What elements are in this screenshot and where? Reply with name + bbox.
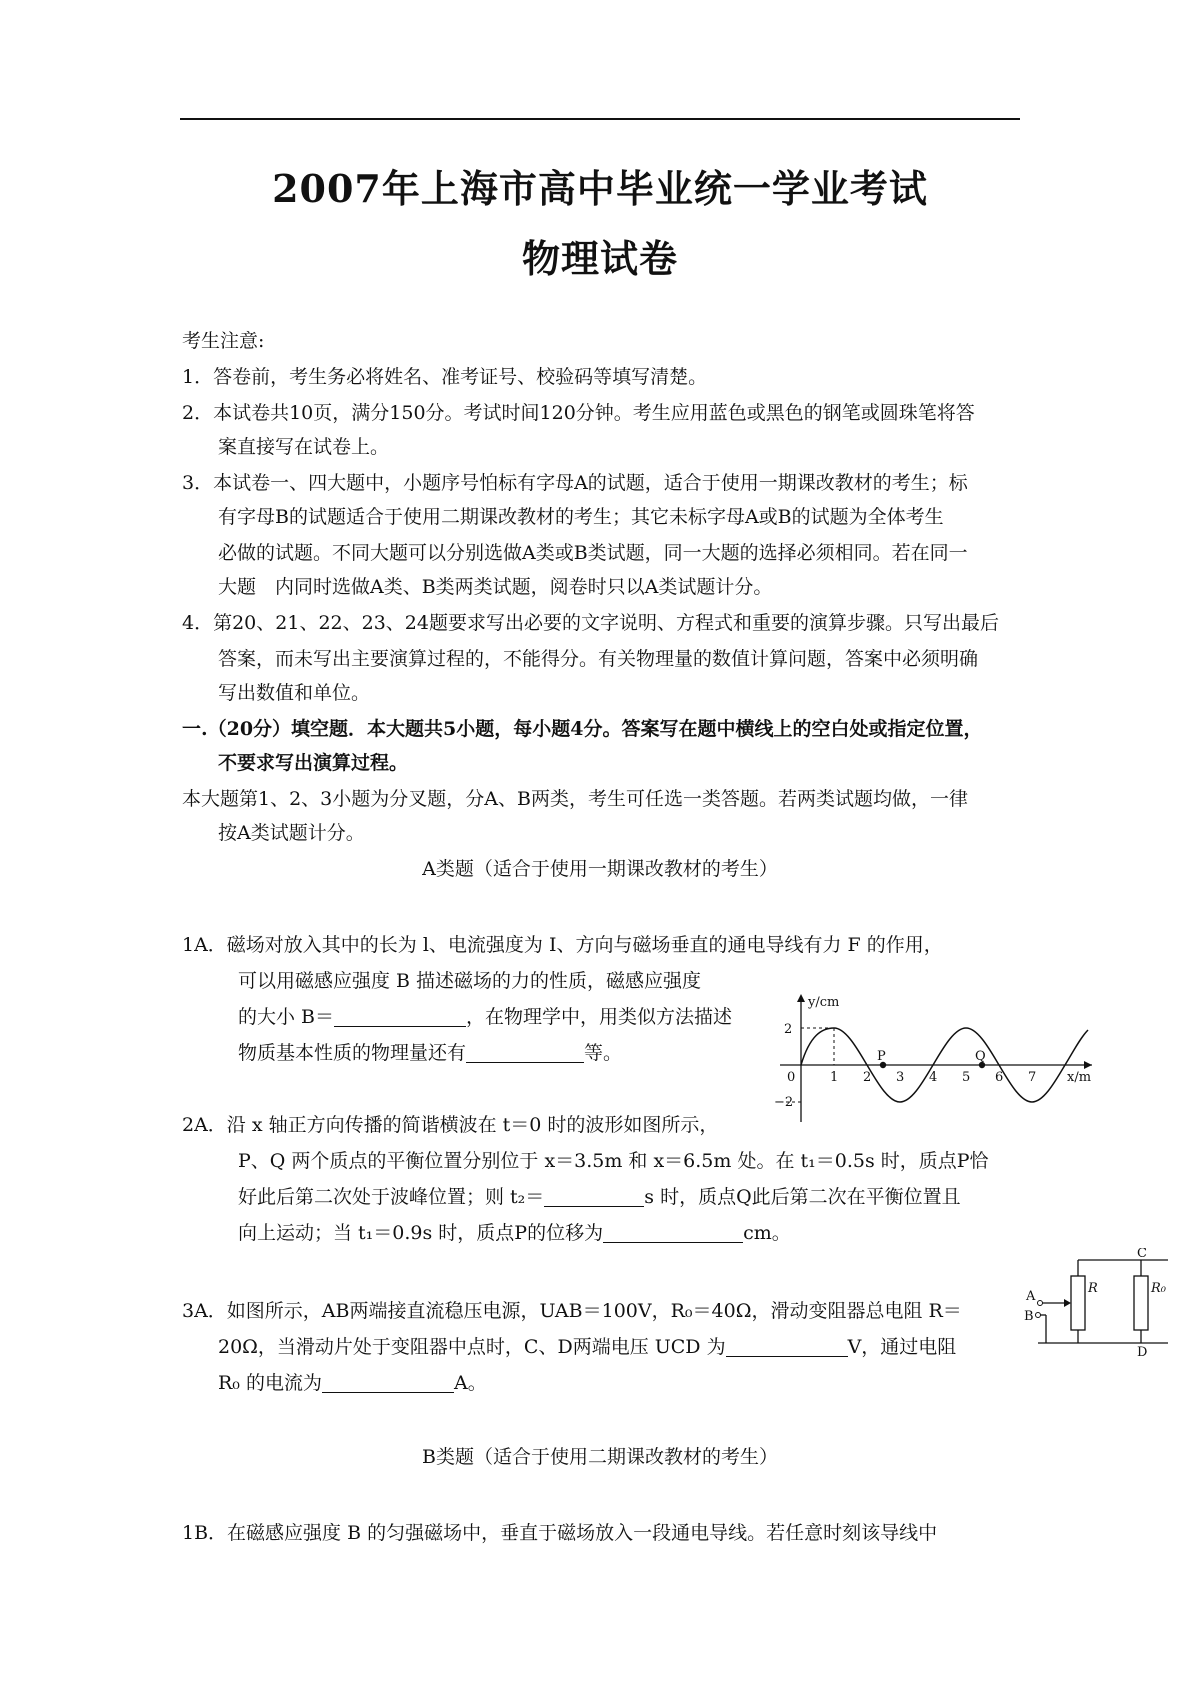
section-intro: 本大题第1、2、3小题为分叉题，分A、B两类，考生可任选一类答题。若两类试题均做，一律 — [182, 788, 968, 810]
terminal-c-label: C — [1137, 1248, 1147, 1261]
q1a-text: ，在物理学中，用类似方法描述 — [466, 1006, 733, 1028]
q2a-line: P、Q 两个质点的平衡位置分别位于 x＝3.5m 和 x＝6.5m 处。在 t₁＝0.5s 时，质点P恰 — [238, 1150, 989, 1172]
q3a-text: 20Ω，当滑动片处于变阻器中点时，C、D两端电压 UCD 为 — [218, 1336, 726, 1358]
x-axis-label: x/m — [1067, 1070, 1092, 1085]
x-tick-label: 5 — [962, 1070, 971, 1085]
notice-item: 4．第20、21、22、23、24题要求写出必要的文字说明、方程式和重要的演算步骤。只写出最后 — [182, 612, 999, 634]
q1a-text: 的大小 B＝ — [238, 1006, 335, 1028]
group-a-title: A类题（适合于使用一期课改教材的考生） — [422, 858, 778, 880]
notice-item: 有字母B的试题适合于使用二期课改教材的考生；其它未标字母A或B的试题为全体考生 — [218, 506, 944, 528]
origin-label: 0 — [787, 1070, 796, 1085]
terminal-b-node — [1036, 1313, 1041, 1318]
q2a-text: 向上运动；当 t₁＝0.9s 时，质点P的位移为 — [238, 1222, 604, 1244]
q2a-answer-blank[interactable] — [544, 1184, 644, 1207]
q2a-answer-blank-2[interactable] — [603, 1220, 743, 1243]
q3a-text: V，通过电阻 — [847, 1336, 957, 1358]
q2a-text: cm。 — [743, 1222, 791, 1244]
q1a-line — [238, 1036, 622, 1070]
q1a-line — [238, 1000, 732, 1034]
q3a-text: A。 — [453, 1372, 487, 1394]
y-axis-label: y/cm — [808, 995, 840, 1010]
terminal-d-label: D — [1137, 1345, 1148, 1358]
group-b-title: B类题（适合于使用二期课改教材的考生） — [422, 1446, 778, 1468]
resistor-r0-label: R₀ — [1151, 1281, 1166, 1296]
q1a-text: 等。 — [584, 1042, 623, 1064]
notice-item: 3．本试卷一、四大题中，小题序号怕标有字母A的试题，适合于使用一期课改教材的考生；标 — [182, 472, 968, 494]
notice-item: 写出数值和单位。 — [218, 682, 371, 704]
notice-item: 1．答卷前，考生务必将姓名、准考证号、校验码等填写清楚。 — [182, 366, 708, 388]
q1a-line: 1A．磁场对放入其中的长为 l、电流强度为 I、方向与磁场垂直的通电导线有力 F 的作用， — [182, 934, 943, 956]
y-tick-label: 2 — [784, 1022, 793, 1037]
circuit-figure — [1020, 1248, 1192, 1358]
notice-item: 案直接写在试卷上。 — [218, 436, 390, 458]
q1b-line: 1B．在磁感应强度 B 的匀强磁场中，垂直于磁场放入一段通电导线。若任意时刻该导线中 — [182, 1522, 938, 1544]
point-q-label: Q — [975, 1049, 986, 1064]
q1a-answer-blank[interactable] — [334, 1004, 466, 1027]
notice-item: 2．本试卷共10页，满分150分。考试时间120分钟。考生应用蓝色或黑色的钢笔或圆珠笔将答 — [182, 402, 975, 424]
q2a-text: 好此后第二次处于波峰位置；则 t₂＝ — [238, 1186, 545, 1208]
y-tick-label: −2 — [774, 1095, 794, 1110]
terminal-b-label: B — [1024, 1309, 1034, 1324]
point-p-label: P — [877, 1049, 886, 1064]
x-tick-label: 2 — [863, 1070, 872, 1085]
x-tick-label: 7 — [1028, 1070, 1037, 1085]
resistor-r-label: R — [1088, 1281, 1098, 1296]
q1a-line: 可以用磁感应强度 B 描述磁场的力的性质，磁感应强度 — [238, 970, 702, 992]
notice-item: 必做的试题。不同大题可以分别选做A类或B类试题，同一大题的选择必须相同。若在同一 — [218, 542, 968, 564]
q3a-line — [218, 1366, 487, 1400]
wave-figure — [770, 990, 1100, 1130]
q3a-answer-blank[interactable] — [726, 1334, 848, 1357]
x-tick-label: 4 — [929, 1070, 938, 1085]
notice-item: 大题 内同时选做A类、B类两类试题，阅卷时只以A类试题计分。 — [218, 576, 773, 598]
x-tick-label: 3 — [896, 1070, 905, 1085]
q2a-text: s 时，质点Q此后第二次在平衡位置且 — [644, 1186, 961, 1208]
notice-heading: 考生注意: — [182, 330, 265, 352]
q3a-line — [218, 1330, 956, 1364]
terminal-a-node — [1038, 1301, 1043, 1306]
top-rule — [180, 118, 1020, 120]
q2a-line — [238, 1180, 961, 1214]
section-heading: 一.（20分）填空题．本大题共5小题，每小题4分。答案写在题中横线上的空白处或指定位置， — [182, 718, 983, 740]
q3a-text: R₀ 的电流为 — [218, 1372, 322, 1394]
q2a-line: 2A．沿 x 轴正方向传播的简谐横波在 t＝0 时的波形如图所示， — [182, 1114, 719, 1136]
exam-title: 2007年上海市高中毕业统一学业考试 — [272, 166, 928, 211]
q3a-line: 3A．如图所示，AB两端接直流稳压电源，UAB＝100V，R₀＝40Ω，滑动变阻器总电阻 R＝ — [182, 1300, 962, 1322]
q2a-line — [238, 1216, 791, 1250]
r0-resistor — [1134, 1276, 1148, 1330]
terminal-a-label: A — [1026, 1289, 1036, 1304]
section-heading-cont: 不要求写出演算过程。 — [218, 752, 409, 774]
exam-subtitle: 物理试卷 — [521, 236, 678, 281]
x-tick-label: 6 — [995, 1070, 1004, 1085]
q3a-answer-blank-2[interactable] — [322, 1370, 454, 1393]
notice-item: 答案，而未写出主要演算过程的，不能得分。有关物理量的数值计算问题，答案中必须明确 — [218, 648, 979, 670]
section-intro-cont: 按A类试题计分。 — [218, 822, 365, 844]
x-tick-label: 1 — [830, 1070, 839, 1085]
q1a-answer-blank-2[interactable] — [466, 1040, 584, 1063]
q1a-text: 物质基本性质的物理量还有 — [238, 1042, 467, 1064]
rheostat-resistor — [1071, 1276, 1085, 1330]
